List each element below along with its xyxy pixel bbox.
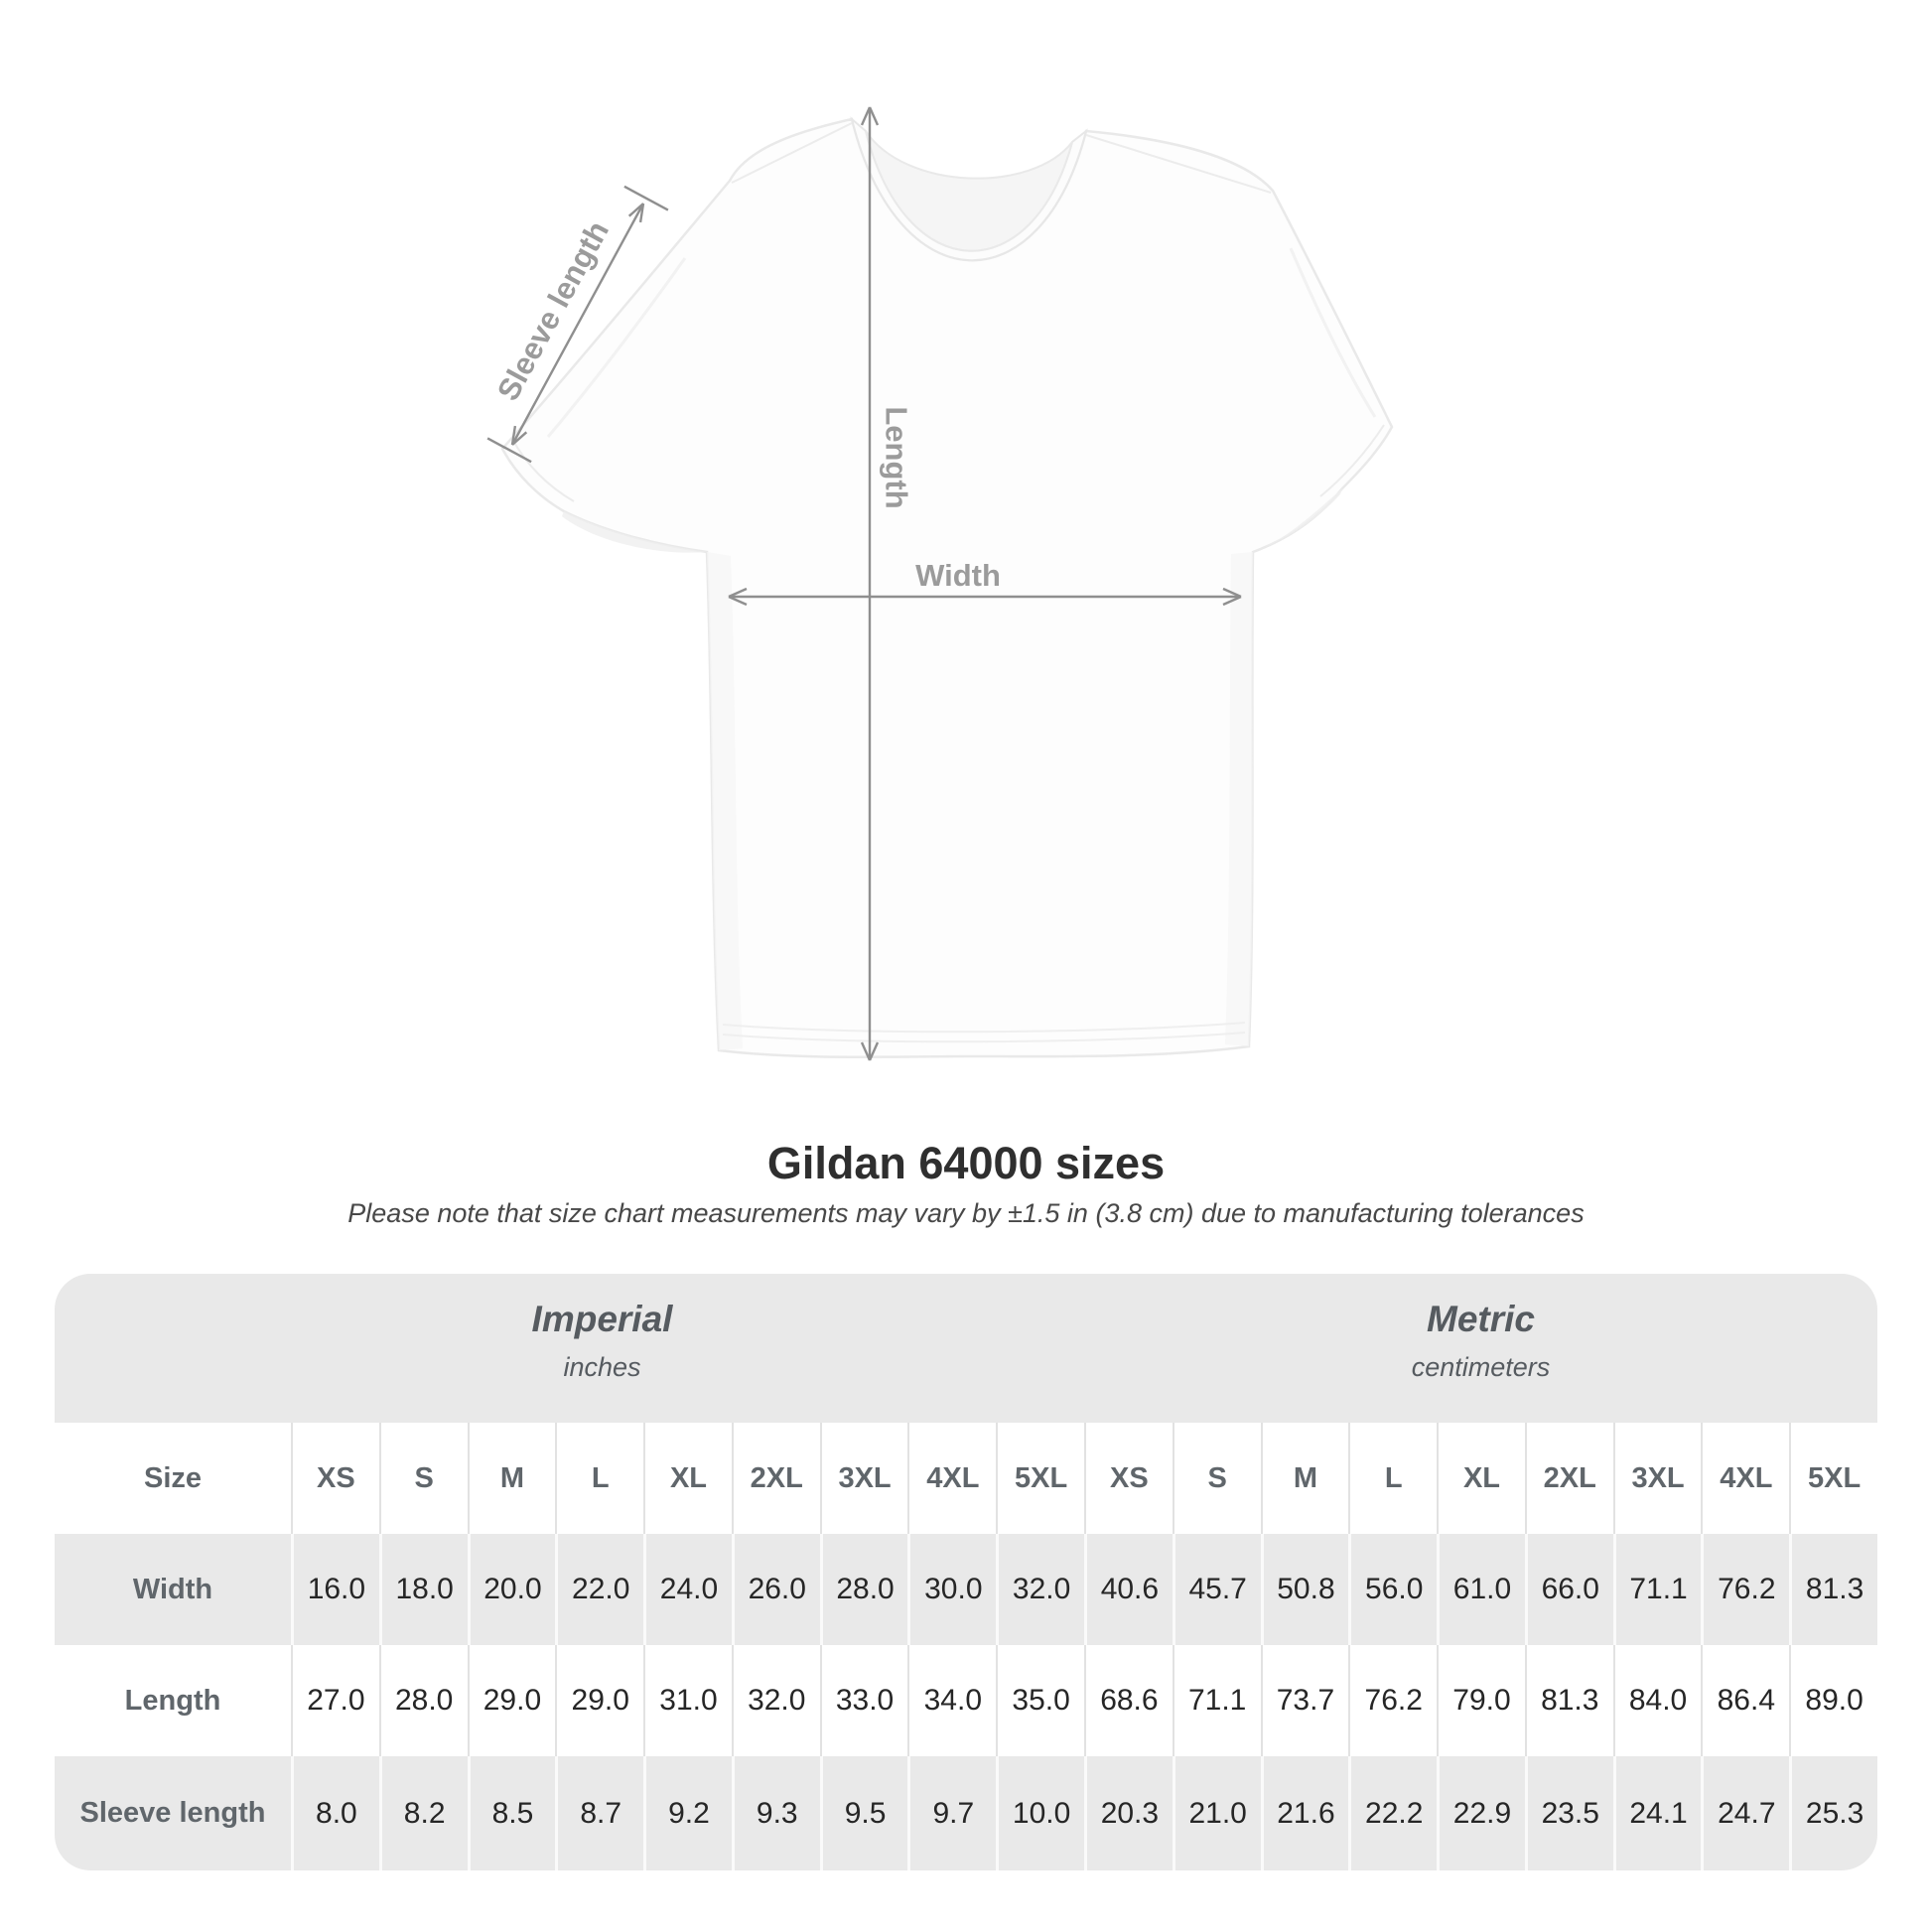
value-cell-imperial: 29.0 [468,1645,556,1756]
value-cell-metric: 22.9 [1437,1756,1525,1870]
value-cell-imperial: 9.3 [732,1756,820,1870]
value-cell-metric: 40.6 [1084,1534,1173,1645]
value-cell-metric: 68.6 [1084,1645,1173,1756]
value-cell-imperial: 27.0 [291,1645,379,1756]
size-col-header-metric: 4XL [1701,1423,1789,1534]
value-cell-imperial: 30.0 [907,1534,996,1645]
value-cell-metric: 76.2 [1701,1534,1789,1645]
value-cell-metric: 86.4 [1701,1645,1789,1756]
value-cell-metric: 23.5 [1525,1756,1613,1870]
value-cell-metric: 89.0 [1789,1645,1877,1756]
value-cell-metric: 21.0 [1173,1756,1261,1870]
metric-unit-label: centimeters [1411,1351,1551,1382]
value-cell-imperial: 22.0 [555,1534,643,1645]
imperial-group-header [55,1274,1084,1423]
size-col-header-metric: 3XL [1613,1423,1702,1534]
value-cell-metric: 76.2 [1348,1645,1437,1756]
value-cell-metric: 22.2 [1348,1756,1437,1870]
value-cell-imperial: 16.0 [291,1534,379,1645]
imperial-unit-label: inches [563,1351,641,1382]
size-col-header-metric: M [1261,1423,1349,1534]
value-cell-imperial: 8.0 [291,1756,379,1870]
value-cell-imperial: 8.2 [379,1756,468,1870]
tolerance-note: Please note that size chart measurements may vary by ±1.5 in (3.8 cm) due to manufacturing tolerances [347,1198,1585,1228]
value-cell-metric: 56.0 [1348,1534,1437,1645]
value-cell-metric: 71.1 [1613,1534,1702,1645]
value-cell-metric: 50.8 [1261,1534,1349,1645]
size-col-header-imperial: 4XL [907,1423,996,1534]
value-cell-metric: 73.7 [1261,1645,1349,1756]
size-corner-label: Size [55,1423,291,1534]
value-cell-metric: 81.3 [1525,1645,1613,1756]
value-cell-imperial: 33.0 [820,1645,908,1756]
value-cell-imperial: 29.0 [555,1645,643,1756]
length-annotation-label: Length [879,406,914,509]
value-cell-metric: 20.3 [1084,1756,1173,1870]
size-col-header-imperial: S [379,1423,468,1534]
value-cell-imperial: 32.0 [996,1534,1084,1645]
value-cell-metric: 84.0 [1613,1645,1702,1756]
size-col-header-imperial: M [468,1423,556,1534]
metric-group-header [1084,1274,1877,1423]
size-col-header-metric: 5XL [1789,1423,1877,1534]
value-cell-imperial: 32.0 [732,1645,820,1756]
value-cell-imperial: 10.0 [996,1756,1084,1870]
value-cell-imperial: 34.0 [907,1645,996,1756]
value-cell-metric: 25.3 [1789,1756,1877,1870]
value-cell-imperial: 8.5 [468,1756,556,1870]
size-table [55,1274,1877,1870]
value-cell-metric: 61.0 [1437,1534,1525,1645]
page-title: Gildan 64000 sizes [766,1138,1166,1188]
value-cell-imperial: 18.0 [379,1534,468,1645]
size-col-header-imperial: 5XL [996,1423,1084,1534]
value-cell-imperial: 31.0 [643,1645,732,1756]
imperial-label: Imperial [531,1298,673,1339]
size-col-header-imperial: XL [643,1423,732,1534]
value-cell-metric: 71.1 [1173,1645,1261,1756]
value-cell-metric: 79.0 [1437,1645,1525,1756]
value-cell-metric: 24.7 [1701,1756,1789,1870]
row-label: Length [55,1645,291,1756]
value-cell-imperial: 9.5 [820,1756,908,1870]
value-cell-imperial: 8.7 [555,1756,643,1870]
size-col-header-metric: 2XL [1525,1423,1613,1534]
value-cell-metric: 45.7 [1173,1534,1261,1645]
size-col-header-imperial: 3XL [820,1423,908,1534]
size-col-header-imperial: 2XL [732,1423,820,1534]
size-col-header-metric: XL [1437,1423,1525,1534]
size-col-header-metric: L [1348,1423,1437,1534]
value-cell-imperial: 20.0 [468,1534,556,1645]
value-cell-metric: 81.3 [1789,1534,1877,1645]
row-label: Sleeve length [55,1756,291,1870]
value-cell-metric: 21.6 [1261,1756,1349,1870]
size-col-header-metric: S [1173,1423,1261,1534]
size-col-header-imperial: L [555,1423,643,1534]
size-col-header-metric: XS [1084,1423,1173,1534]
sleeve-length-annotation-label: Sleeve length [489,214,617,407]
metric-label: Metric [1427,1298,1535,1339]
value-cell-imperial: 9.2 [643,1756,732,1870]
value-cell-imperial: 28.0 [379,1645,468,1756]
value-cell-imperial: 28.0 [820,1534,908,1645]
width-annotation-label: Width [915,558,1001,593]
row-label: Width [55,1534,291,1645]
value-cell-imperial: 9.7 [907,1756,996,1870]
size-col-header-imperial: XS [291,1423,379,1534]
value-cell-imperial: 24.0 [643,1534,732,1645]
value-cell-imperial: 35.0 [996,1645,1084,1756]
value-cell-imperial: 26.0 [732,1534,820,1645]
value-cell-metric: 24.1 [1613,1756,1702,1870]
value-cell-metric: 66.0 [1525,1534,1613,1645]
